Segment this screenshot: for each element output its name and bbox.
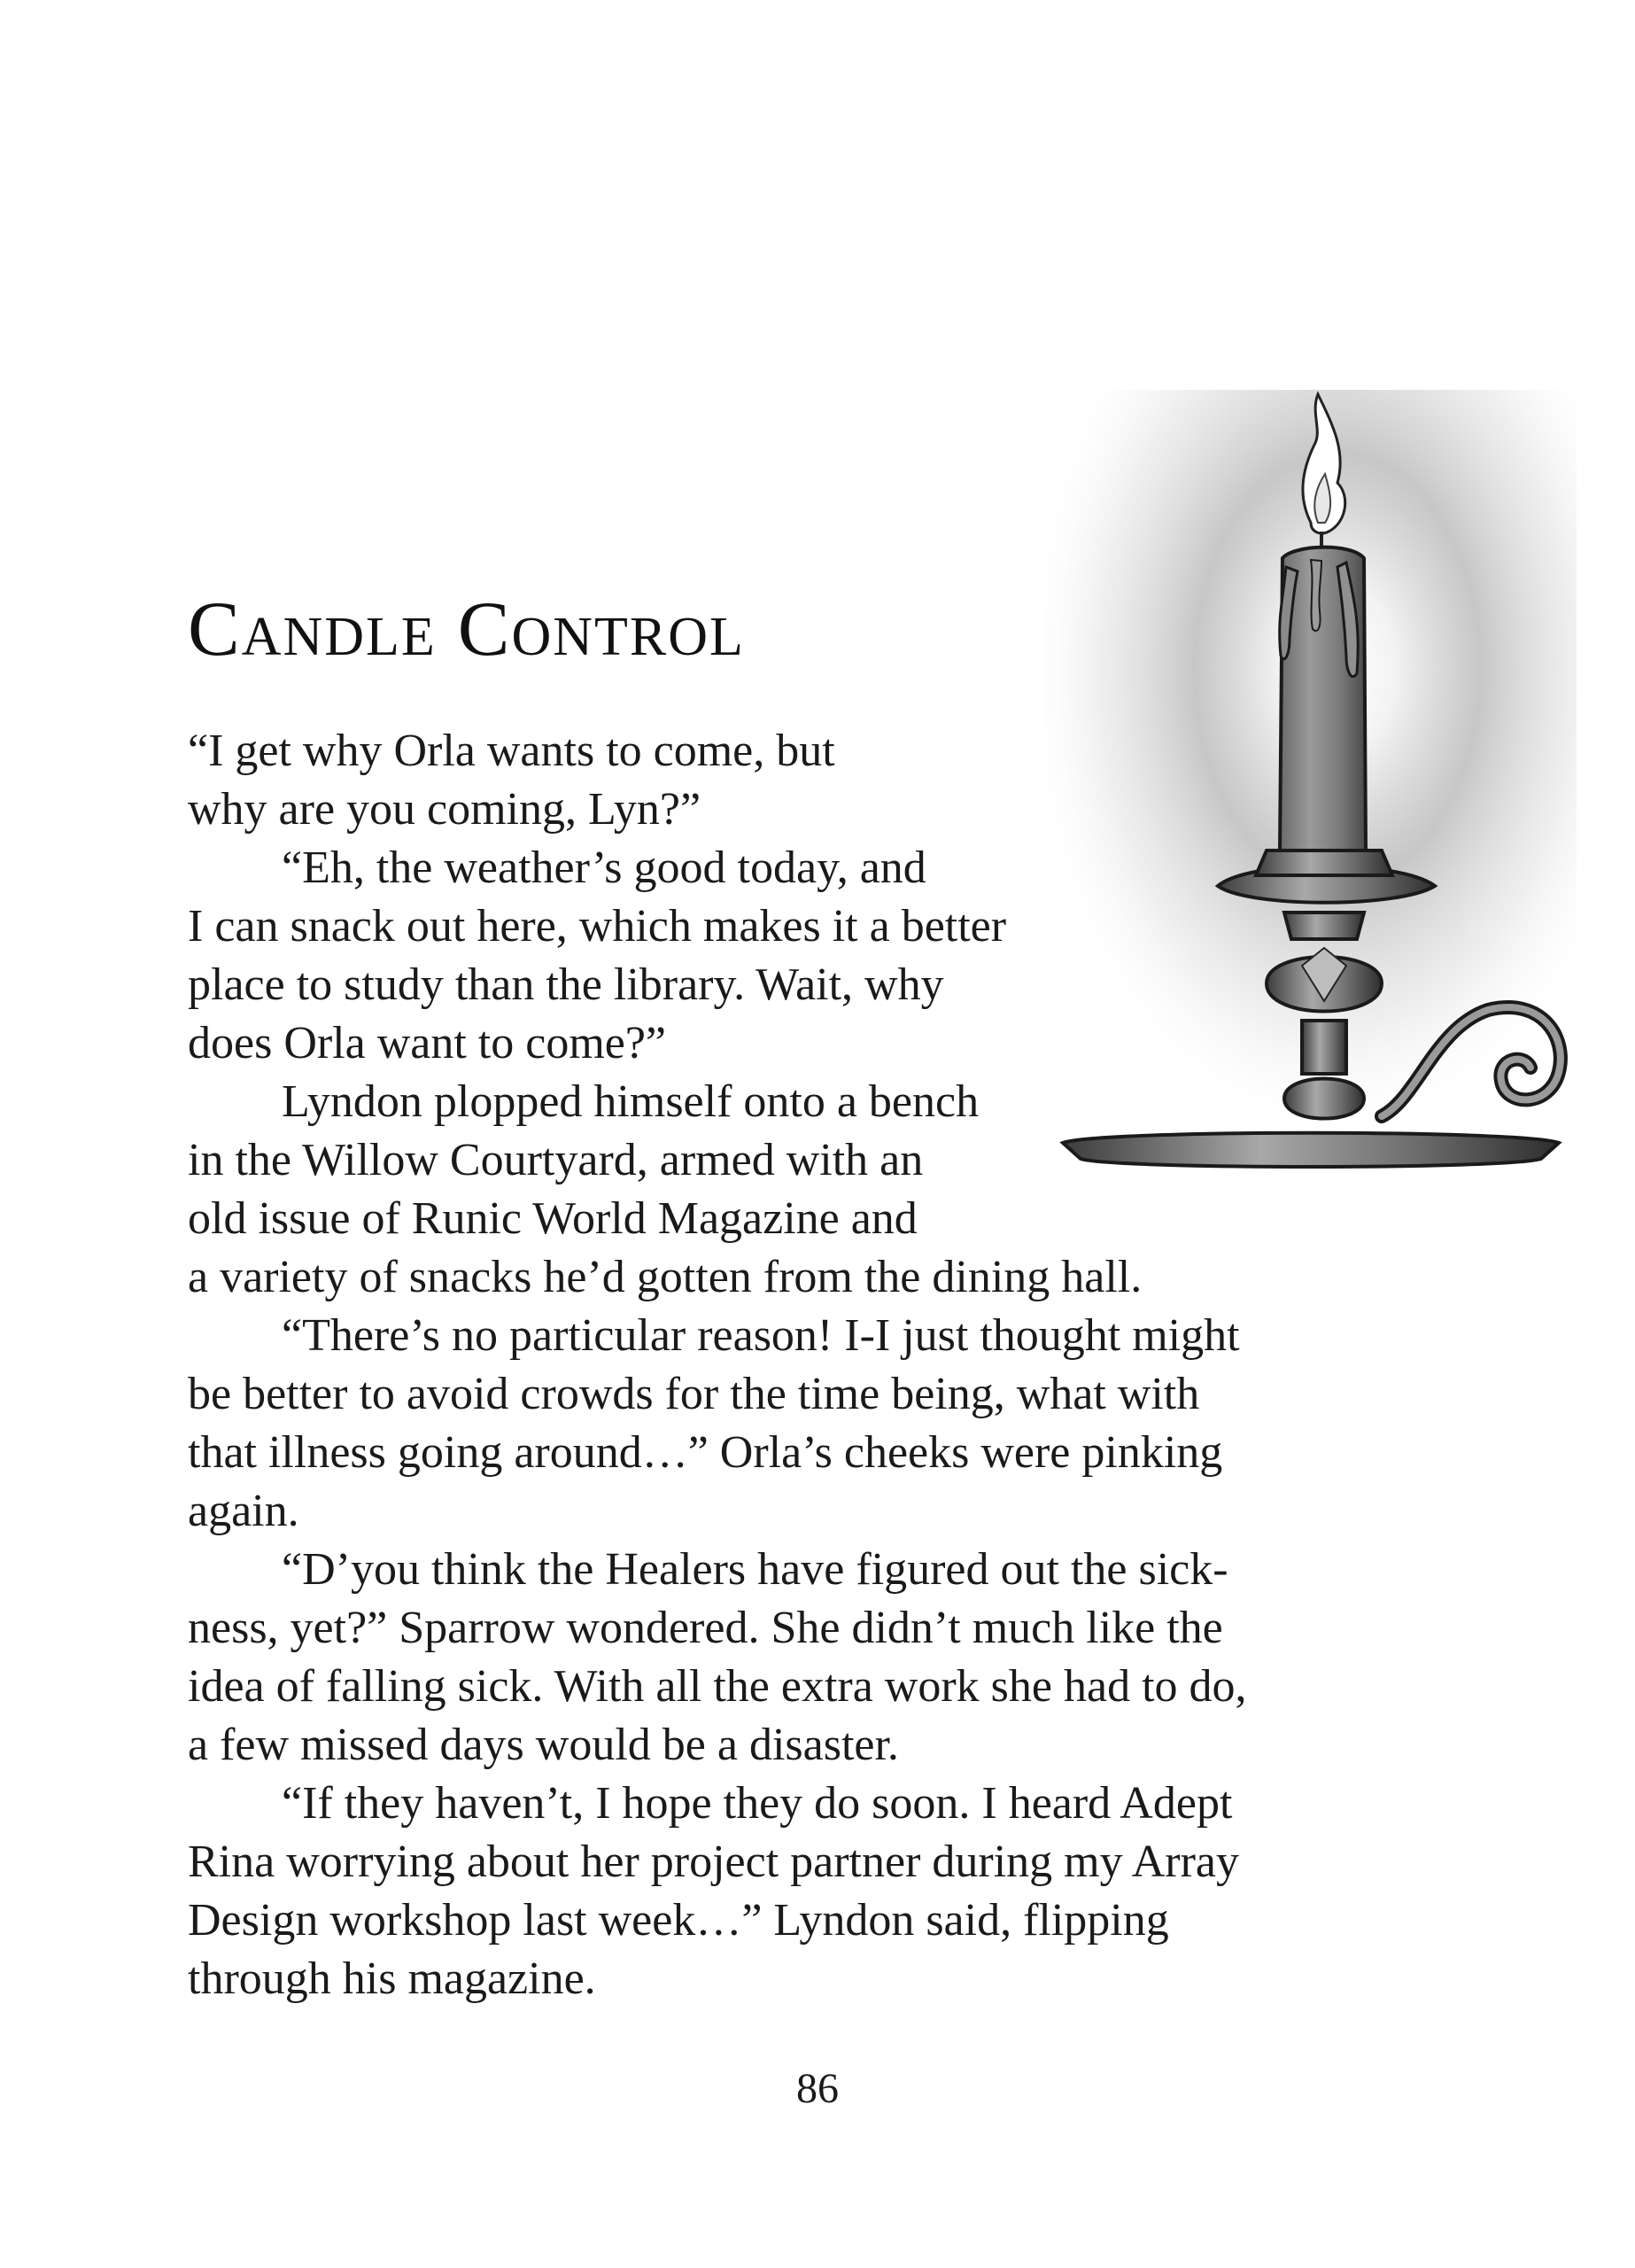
text-line: why are you coming, Lyn?” (188, 784, 701, 835)
text-line: “D’you think the Healers have figured out the sick- (282, 1544, 1228, 1595)
chapter-title: Candle Control (188, 586, 745, 672)
text-line: “If they haven’t, I hope they do soon. I heard Adept (282, 1778, 1233, 1829)
page-number: 86 (796, 2065, 839, 2112)
text-line: Lyndon plopped himself onto a bench (282, 1076, 980, 1127)
text-line: old issue of Runic World Magazine and (188, 1193, 918, 1244)
text-line: does Orla want to come?” (188, 1018, 667, 1068)
text-line: ness, yet?” Sparrow wondered. She didn’t much like the (188, 1603, 1223, 1653)
text-line: a few missed days would be a disaster. (188, 1720, 899, 1770)
text-line: “Eh, the weather’s good today, and (282, 843, 926, 893)
text-line: place to study than the library. Wait, why (188, 959, 944, 1010)
chapter-body-text (188, 722, 1445, 2008)
text-line: Design workshop last week…” Lyndon said, flipping (188, 1895, 1169, 1946)
text-line: Rina worrying about her project partner during my Array (188, 1837, 1239, 1887)
text-line: “I get why Orla wants to come, but (188, 726, 835, 776)
text-line: through his magazine. (188, 1953, 596, 2004)
text-line: be better to avoid crowds for the time being, what with (188, 1369, 1200, 1419)
text-line: “There’s no particular reason! I-I just thought might (282, 1310, 1240, 1361)
text-line: a variety of snacks he’d gotten from the dining hall. (188, 1252, 1143, 1302)
text-line: that illness going around…” Orla’s cheeks were pinking (188, 1427, 1223, 1478)
text-line: in the Willow Courtyard, armed with an (188, 1135, 924, 1185)
text-line: I can snack out here, which makes it a better (188, 901, 1007, 951)
text-line: idea of falling sick. With all the extra work she had to do, (188, 1661, 1247, 1712)
text-line: again. (188, 1486, 299, 1536)
